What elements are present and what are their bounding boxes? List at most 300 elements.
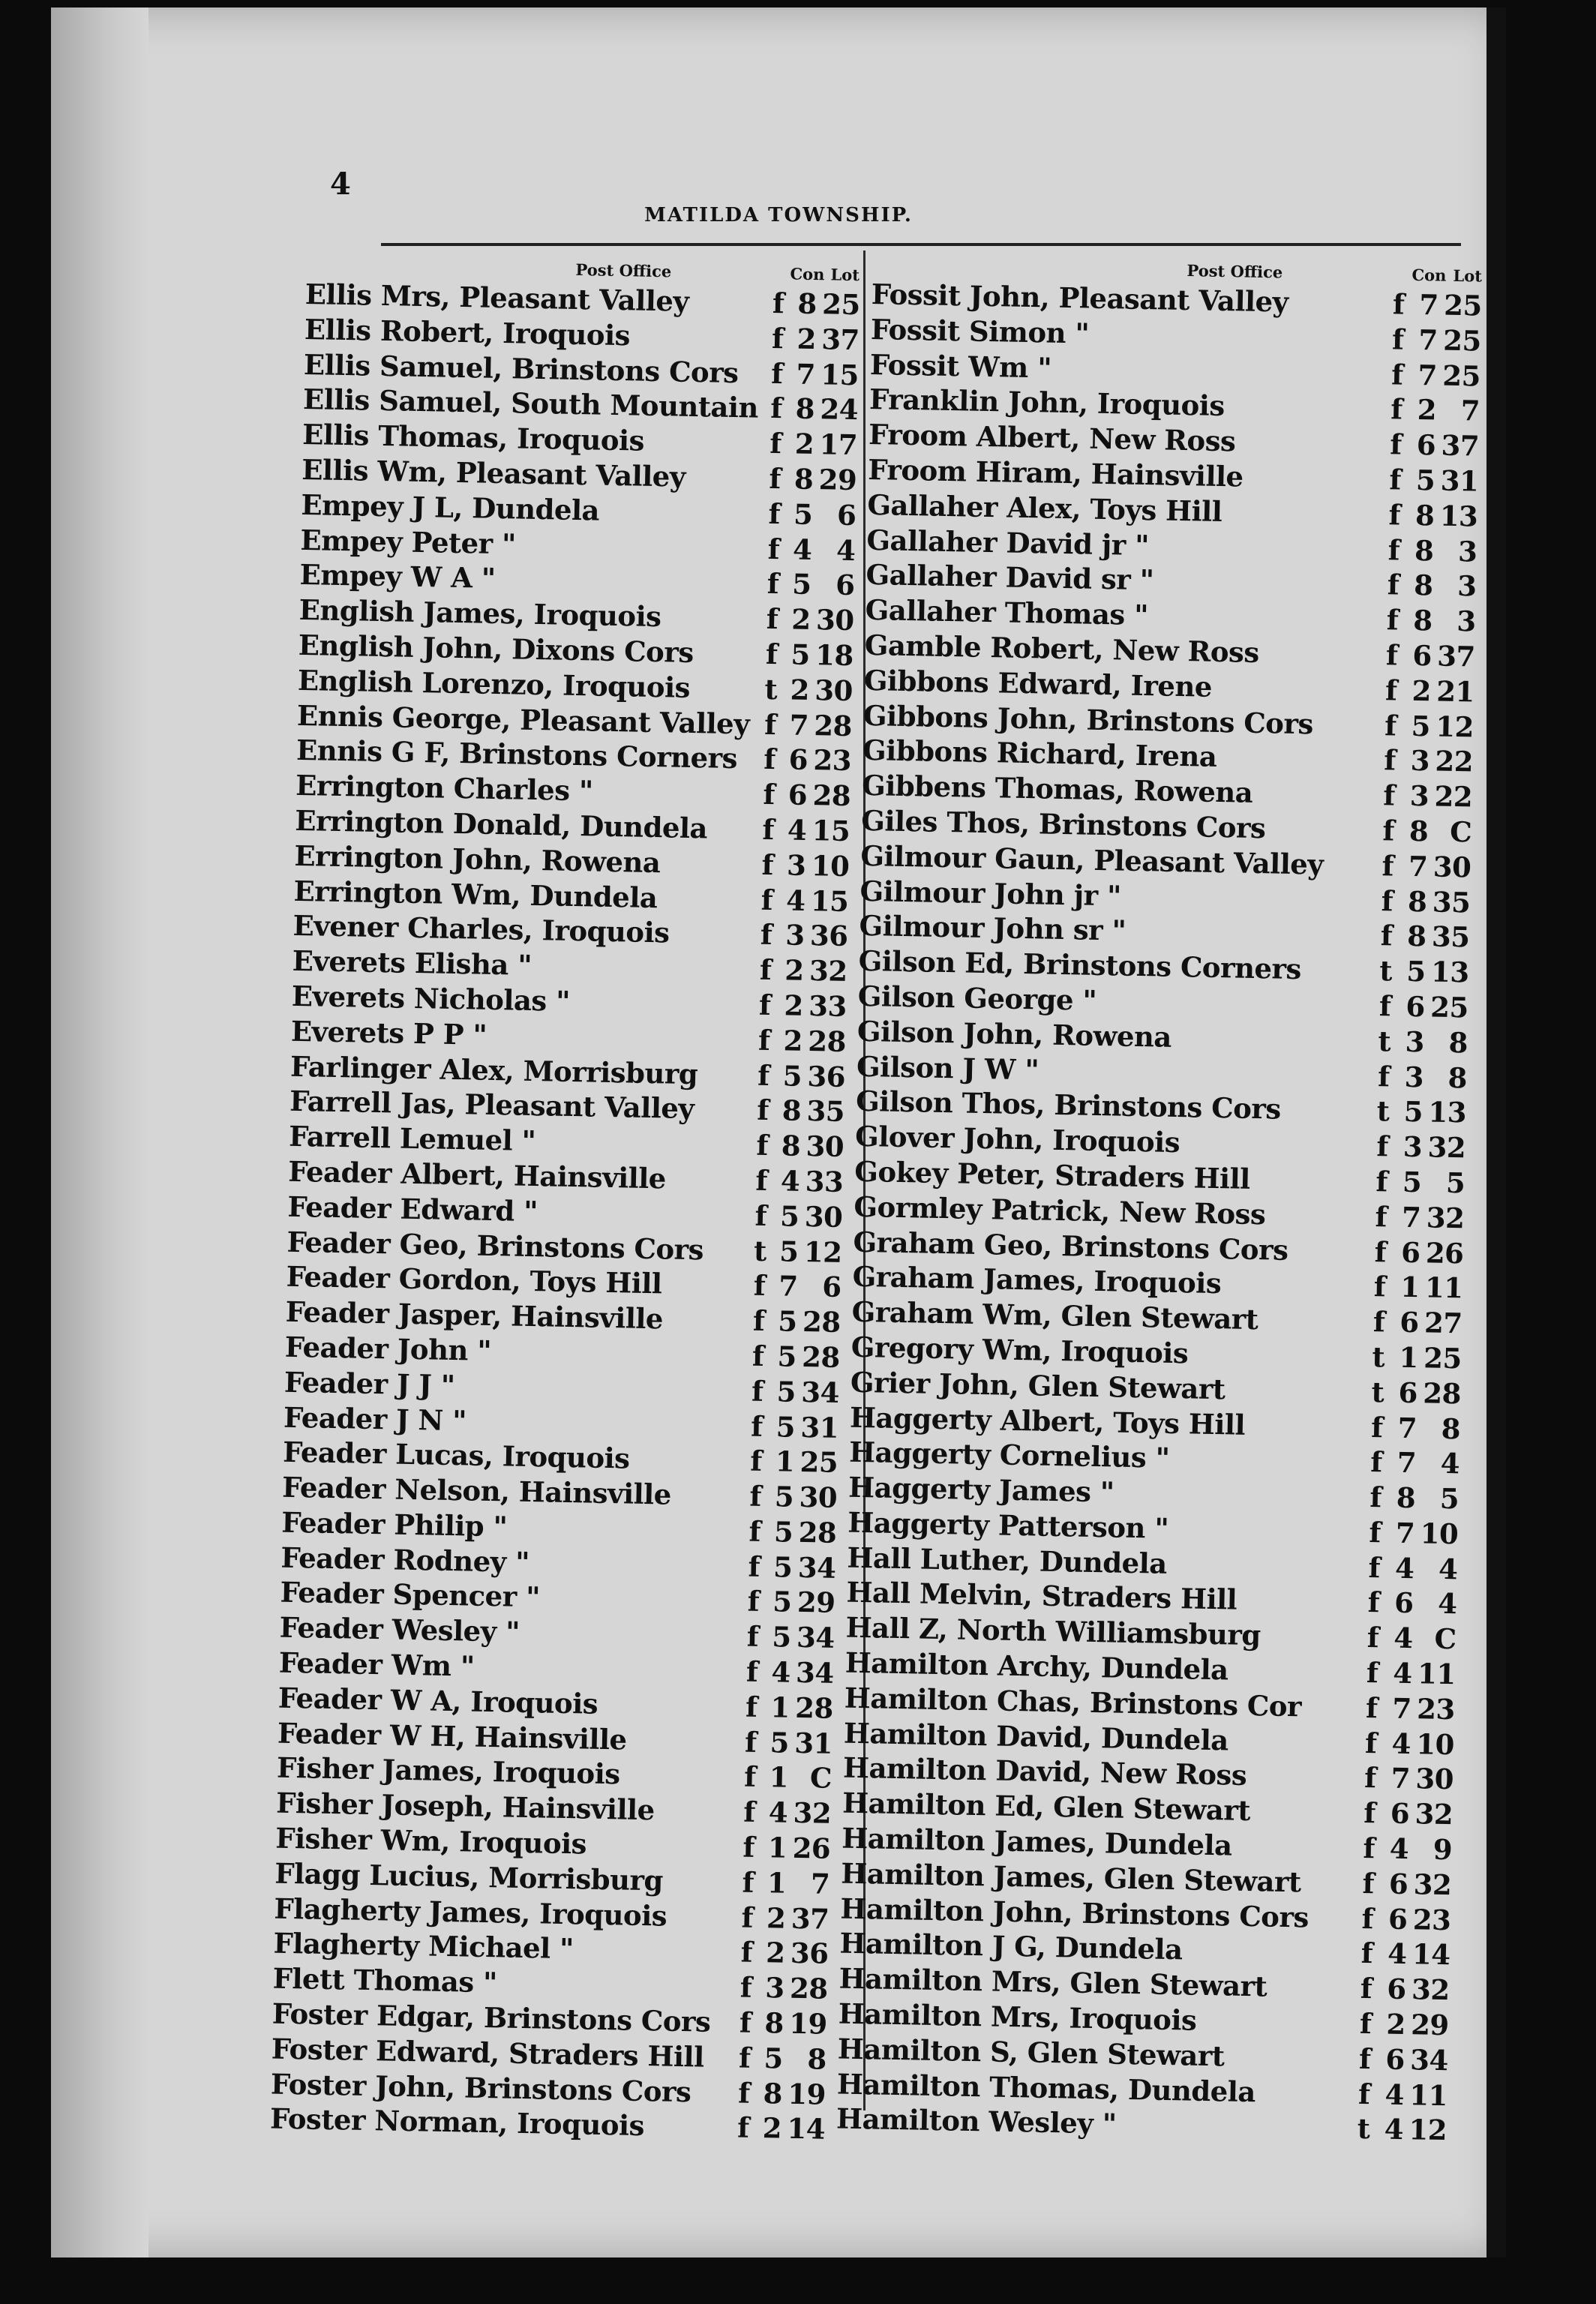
concession-number: 7 [796, 357, 816, 391]
concession-number: 2 [783, 1024, 803, 1058]
concession-number: 2 [766, 1900, 786, 1935]
tenure-code: f [770, 392, 783, 425]
tenure-code: f [758, 988, 771, 1022]
lot-number: 3 [1456, 569, 1477, 603]
lot-number: 7 [1460, 394, 1480, 428]
tenure-code: f [1370, 1410, 1384, 1444]
lot-number: 24 [820, 392, 859, 427]
page-spine-shadow [51, 8, 148, 2258]
tenure-code: f [748, 1514, 761, 1548]
resident-name: Hamilton Thomas, Dundela [836, 2067, 1256, 2108]
lot-number: 6 [835, 568, 855, 602]
tenure-code: f [771, 321, 784, 356]
concession-number: 8 [794, 462, 814, 496]
resident-name: Foster Norman, Iroquois [269, 2102, 645, 2143]
concession-number: 7 [789, 708, 809, 742]
concession-number: 2 [790, 673, 810, 706]
lot-number: 34 [1409, 2043, 1449, 2078]
lot-number: 25 [1430, 990, 1469, 1024]
resident-name: Hamilton John, Brinstons Cors [840, 1892, 1310, 1934]
lot-number: 35 [1432, 885, 1471, 920]
lot-number: 28 [801, 1340, 841, 1374]
lot-number: 37 [790, 1901, 830, 1936]
tenure-code: f [742, 1865, 754, 1899]
tenure-code: f [1386, 603, 1399, 637]
concession-number: 1 [769, 1760, 789, 1795]
resident-name: Gilmour John sr " [859, 909, 1126, 948]
resident-name: Gallaher Thomas " [865, 593, 1149, 632]
tenure-code: f [769, 427, 782, 460]
resident-name: Franklin John, Iroquois [868, 382, 1226, 423]
lot-number: 32 [1411, 1972, 1450, 2007]
lot-number: C [1449, 814, 1472, 849]
lot-number: 21 [1436, 674, 1475, 709]
lot-number: 34 [795, 1655, 835, 1690]
lot-number: 31 [1440, 464, 1479, 498]
lot-number: 13 [1439, 499, 1478, 533]
lot-number: 15 [810, 884, 849, 918]
concession-number: 6 [1406, 989, 1426, 1024]
lot-number: 10 [1415, 1726, 1455, 1761]
concession-number: 8 [1406, 920, 1426, 953]
tenure-code: f [1376, 1165, 1388, 1198]
tenure-code: f [1392, 287, 1405, 321]
concession-number: 6 [788, 742, 808, 777]
resident-name: Feader W A, Iroquois [278, 1681, 598, 1720]
lot-number: 37 [1441, 428, 1480, 463]
lot-number: 36 [807, 1059, 846, 1094]
tenure-code: f [1374, 1234, 1387, 1268]
resident-name: Hamilton Mrs, Iroquois [838, 1996, 1197, 2037]
lot-number: 18 [814, 638, 854, 673]
lot-number: 28 [794, 1690, 834, 1725]
tenure-code: f [1380, 919, 1393, 952]
tenure-code: f [746, 1619, 759, 1654]
lot-number: 31 [800, 1410, 839, 1444]
tenure-code: f [766, 602, 778, 636]
lot-number: 32 [1414, 1797, 1454, 1832]
concession-number: 5 [1403, 1095, 1424, 1129]
concession-number: 4 [1394, 1551, 1414, 1585]
concession-number: 8 [1414, 498, 1435, 532]
lot-number: 14 [1412, 1937, 1450, 1972]
lot-number: 28 [814, 708, 853, 742]
concession-number: 6 [1385, 2042, 1406, 2076]
right-column [836, 249, 1487, 2150]
concession-number: 5 [782, 1058, 802, 1093]
lot-number: 37 [820, 322, 860, 356]
lot-number: 25 [821, 287, 861, 322]
tenure-code: f [1382, 848, 1394, 883]
lot-number: 11 [1417, 1657, 1456, 1691]
concession-number: 4 [785, 884, 806, 917]
lot-number: 7 [810, 1867, 830, 1900]
concession-number: 4 [1391, 1726, 1412, 1760]
tenure-code: t [1357, 2112, 1370, 2146]
tenure-code: f [756, 1094, 770, 1127]
concession-number: 5 [776, 1375, 796, 1408]
tenure-code: f [770, 356, 784, 390]
lot-number: 13 [1430, 955, 1470, 989]
resident-name: Graham Wm, Glen Stewart [851, 1294, 1258, 1336]
lot-number: 34 [797, 1550, 836, 1585]
concession-number: 7 [778, 1269, 798, 1304]
concession-number: 6 [1412, 638, 1432, 673]
tenure-code: f [748, 1550, 760, 1583]
tenure-code: f [1369, 1515, 1382, 1550]
tenure-code: t [1376, 1094, 1390, 1128]
tenure-code: f [1359, 2006, 1372, 2041]
tenure-code: t [1378, 1024, 1391, 1058]
tenure-code: f [1360, 1972, 1372, 2006]
concession-number: 4 [787, 813, 807, 847]
concession-number: 7 [1419, 288, 1439, 322]
concession-number: 1 [767, 1831, 788, 1864]
concession-number: 2 [1386, 2007, 1406, 2042]
resident-name: English James, Iroquois [298, 593, 662, 634]
lot-number: 23 [1412, 1902, 1451, 1936]
right-entries [836, 278, 1486, 2150]
lot-number: 10 [811, 848, 850, 883]
lot-number: 32 [793, 1796, 832, 1831]
tenure-code: f [753, 1269, 766, 1303]
resident-name: Feader Nelson, Hainsville [281, 1470, 672, 1511]
tenure-code: f [1388, 532, 1400, 567]
lot-number: 29 [1410, 2008, 1450, 2042]
resident-name: Gregory Wm, Iroquois [850, 1330, 1189, 1370]
concession-number: 3 [1409, 779, 1430, 813]
resident-name: Feader Albert, Hainsville [287, 1154, 667, 1196]
tenure-code: f [1382, 814, 1395, 848]
resident-name: Everets P P " [290, 1014, 488, 1052]
resident-name: Flagherty James, Iroquois [274, 1892, 668, 1933]
tenure-code: f [1388, 498, 1401, 532]
concession-number: 2 [784, 953, 805, 988]
tenure-code: f [1370, 1445, 1383, 1479]
resident-name: Feader Spencer " [280, 1576, 541, 1614]
resident-name: Hamilton S, Glen Stewart [837, 2032, 1225, 2073]
lot-number: 28 [798, 1515, 837, 1550]
lot-number: 30 [1432, 850, 1472, 884]
resident-name: Feader John " [284, 1330, 492, 1367]
resident-name: Feader J N " [283, 1400, 467, 1437]
con-header: Con [1412, 265, 1447, 285]
lot-number: 3 [1457, 534, 1478, 568]
tenure-code: f [769, 461, 782, 496]
concession-number: 2 [762, 2111, 782, 2146]
concession-number: 8 [1408, 814, 1429, 848]
concession-number: 5 [1402, 1165, 1422, 1199]
lot-number: 34 [800, 1375, 840, 1409]
concession-number: 2 [794, 427, 814, 461]
concession-number: 7 [1418, 322, 1438, 357]
concession-number: 5 [778, 1304, 798, 1338]
header-rule [381, 243, 1461, 246]
resident-name: Foster Edgar, Brinstons Cors [272, 1996, 711, 2038]
tenure-code: f [754, 1198, 767, 1232]
lot-number: 11 [1424, 1270, 1463, 1305]
resident-name: Hall Z, North Williamsburg [845, 1610, 1262, 1652]
tenure-code: f [1364, 1761, 1377, 1795]
concession-number: 7 [1396, 1446, 1417, 1480]
lot-number: 32 [1426, 1201, 1465, 1235]
resident-name: Hamilton J G, Dundela [839, 1927, 1183, 1966]
tenure-code: f [1378, 989, 1391, 1023]
resident-name: Ennis George, Pleasant Valley [296, 698, 750, 741]
concession-number: 2 [1412, 674, 1432, 708]
tenure-code: f [749, 1479, 762, 1514]
resident-name: Feader Philip " [280, 1505, 508, 1544]
tenure-code: f [1383, 778, 1396, 812]
tenure-code: f [762, 812, 775, 847]
resident-name: Hamilton Ed, Glen Stewart [842, 1786, 1251, 1828]
resident-name: Hamilton Wesley " [836, 2102, 1117, 2141]
tenure-code: f [736, 2110, 750, 2145]
resident-name: Haggerty Cornelius " [848, 1436, 1170, 1475]
lot-number: 29 [796, 1586, 836, 1620]
lot-number: 14 [787, 2112, 826, 2146]
tenure-code: f [744, 1725, 758, 1759]
concession-number: 5 [1411, 709, 1431, 742]
resident-name: Fisher Joseph, Hainsville [275, 1786, 656, 1827]
concession-number: 3 [764, 1971, 785, 2005]
lot-number: 8 [1448, 1060, 1468, 1094]
resident-name: Ellis Thomas, Iroquois [302, 418, 645, 458]
tenure-code: f [1381, 884, 1394, 918]
concession-number: 4 [768, 1796, 788, 1829]
concession-number: 4 [780, 1164, 800, 1198]
lot-number: 28 [789, 1972, 829, 2006]
resident-name: Fisher James, Iroquois [276, 1751, 621, 1791]
tenure-code: f [1367, 1586, 1380, 1619]
concession-number: 5 [772, 1585, 792, 1619]
resident-name: Gilson John, Rowena [856, 1014, 1172, 1054]
concession-number: 5 [778, 1234, 799, 1268]
resident-name: English Lorenzo, Iroquois [297, 663, 691, 704]
tenure-code: f [1365, 1690, 1378, 1725]
lot-number: 32 [808, 954, 848, 988]
concession-number: 6 [1388, 1902, 1408, 1936]
resident-name: Froom Hiram, Hainsville [867, 452, 1244, 494]
tenure-code: f [747, 1585, 760, 1618]
resident-name: Feader Rodney " [280, 1540, 530, 1579]
lot-number: 15 [820, 357, 860, 392]
lot-number: 33 [805, 1164, 844, 1198]
concession-number: 4 [792, 532, 812, 566]
resident-name: Feader W H, Hainsville [277, 1716, 627, 1756]
tenure-code: f [765, 637, 778, 671]
tenure-code: f [1373, 1270, 1386, 1304]
tenure-code: f [756, 1128, 769, 1162]
left-entries [270, 278, 860, 2148]
tenure-code: f [740, 1970, 752, 2005]
lot-number: 4 [1440, 1447, 1460, 1480]
tenure-code: f [763, 742, 776, 776]
resident-name: Errington Wm, Dundela [293, 874, 658, 914]
lot-number: 34 [796, 1621, 835, 1655]
concession-number: 8 [795, 392, 815, 426]
resident-name: Flett Thomas " [272, 1961, 498, 2000]
lot-number: 29 [818, 463, 857, 497]
lot-number: 23 [1416, 1692, 1456, 1726]
concession-number: 1 [775, 1444, 795, 1479]
concession-number: 7 [1395, 1516, 1415, 1550]
lot-number: 37 [1436, 639, 1476, 674]
tenure-code: f [739, 2006, 752, 2039]
lot-number: 8 [1448, 1025, 1468, 1060]
resident-name: Gibbons Edward, Irene [863, 663, 1213, 704]
tenure-code: f [757, 1058, 770, 1092]
tenure-code: f [742, 1830, 755, 1864]
resident-name: Glover John, Iroquois [854, 1119, 1180, 1160]
lot-number: 13 [1428, 1095, 1467, 1130]
concession-number: 5 [777, 1340, 797, 1373]
tenure-code: f [1364, 1726, 1378, 1760]
tenure-code: f [772, 286, 784, 320]
resident-name: Haggerty James " [848, 1470, 1115, 1509]
tenure-code: f [1375, 1199, 1388, 1234]
resident-name: Ellis Samuel, Brinstons Cors [303, 347, 739, 389]
tenure-code: f [1385, 638, 1398, 672]
lot-number: 35 [806, 1094, 845, 1129]
resident-name: Gokey Peter, Straders Hill [854, 1154, 1251, 1196]
concession-number: 8 [1413, 568, 1433, 602]
lot-number: 19 [788, 2006, 828, 2041]
resident-name: Farrell Lemuel " [288, 1119, 536, 1158]
tenure-code: f [763, 777, 776, 812]
lot-number: 25 [1442, 358, 1481, 393]
tenure-code: t [764, 672, 778, 706]
resident-name: Gilmour Gaun, Pleasant Valley [860, 838, 1324, 881]
lot-number: 30 [799, 1480, 838, 1514]
tenure-code: f [1390, 392, 1403, 426]
lot-number: C [1434, 1622, 1456, 1656]
concession-number: 5 [791, 567, 812, 602]
concession-number: 4 [771, 1655, 791, 1689]
resident-name: Gilson Ed, Brinstons Corners [858, 944, 1302, 986]
concession-number: 4 [1389, 1832, 1409, 1866]
tenure-code: f [743, 1760, 757, 1794]
concession-number: 5 [1415, 463, 1436, 497]
tenure-code: f [758, 1023, 770, 1057]
concession-number: 6 [1416, 428, 1436, 462]
lot-number: 9 [1432, 1832, 1453, 1867]
concession-number: 3 [1404, 1060, 1424, 1094]
lot-number: 30 [806, 1130, 844, 1164]
resident-name: Hall Luther, Dundela [847, 1540, 1168, 1580]
tenure-code: f [760, 918, 772, 952]
resident-name: Errington Donald, Dundela [294, 803, 708, 845]
resident-name: Graham James, Iroquois [852, 1260, 1222, 1300]
lot-number: 25 [800, 1445, 838, 1480]
resident-name: Gilson Thos, Brinstons Cors [855, 1084, 1282, 1126]
lot-number: 28 [807, 1024, 847, 1058]
resident-name: Hamilton James, Dundela [841, 1821, 1232, 1862]
concession-number: 1 [770, 1690, 790, 1724]
lot-number: 11 [1408, 2078, 1448, 2112]
resident-name: Hamilton Mrs, Glen Stewart [838, 1961, 1268, 2003]
concession-number: 8 [1407, 884, 1427, 918]
lot-number: 4 [836, 533, 856, 567]
concession-number: 4 [1387, 1937, 1407, 1971]
tenure-code: f [768, 496, 781, 530]
tenure-code: f [1383, 743, 1396, 777]
lot-number: 25 [1423, 1341, 1462, 1376]
lot-number: 32 [1427, 1130, 1466, 1165]
resident-name: Evener Charles, Iroquois [292, 909, 670, 950]
resident-name: Gormley Patrick, New Ross [854, 1190, 1266, 1232]
concession-number: 6 [1398, 1376, 1418, 1409]
lot-number: 25 [1443, 288, 1483, 322]
resident-name: Everets Elisha " [292, 944, 532, 982]
lot-number: 5 [1445, 1166, 1466, 1200]
concession-number: 3 [1405, 1024, 1425, 1059]
concession-number: 6 [1386, 1972, 1407, 2006]
lot-number: 31 [794, 1726, 833, 1760]
lot-number: 4 [1437, 1587, 1457, 1621]
tenure-code: f [1363, 1832, 1376, 1865]
lot-number: 3 [1456, 604, 1477, 638]
tenure-code: f [1366, 1656, 1378, 1690]
lot-number: 35 [1431, 920, 1470, 954]
resident-name: Ennis G F, Brinstons Corners [296, 734, 738, 776]
concession-number: 7 [1418, 358, 1438, 392]
tenure-code: f [746, 1654, 758, 1688]
tenure-code: f [1376, 1130, 1389, 1163]
resident-name: Hamilton Chas, Brinstons Cor [844, 1681, 1302, 1724]
concession-number: 5 [793, 497, 813, 531]
tenure-code: f [1372, 1305, 1385, 1339]
lot-number: 22 [1434, 779, 1473, 814]
lot-number: 15 [812, 814, 850, 848]
tenure-code: f [1391, 322, 1404, 356]
resident-name: Gibbons Richard, Irena [862, 734, 1217, 774]
tenure-code: f [740, 1936, 753, 1970]
concession-number: 5 [770, 1725, 790, 1760]
resident-name: Gamble Robert, New Ross [864, 628, 1260, 669]
lot-number: 8 [1441, 1412, 1461, 1445]
concession-number: 7 [1408, 849, 1428, 884]
resident-name: Froom Albert, New Ross [868, 418, 1236, 458]
concession-number: 6 [1390, 1796, 1410, 1831]
tenure-code: f [752, 1339, 764, 1372]
page-edge-bar [1486, 8, 1506, 2258]
lot-number: 17 [819, 428, 858, 462]
resident-name: Feader Wm " [278, 1646, 476, 1683]
tenure-code: f [1368, 1550, 1381, 1585]
lot-number: 30 [1415, 1762, 1454, 1796]
concession-number: 8 [781, 1129, 801, 1162]
concession-number: 5 [772, 1550, 793, 1584]
lot-number: 12 [1408, 2113, 1448, 2147]
tenure-code: t [1371, 1375, 1384, 1409]
resident-name: Gallaher David sr " [866, 558, 1154, 597]
resident-name: Errington John, Rowena [294, 838, 661, 879]
lot-number: 30 [814, 673, 854, 707]
resident-name: Giles Thos, Brinstons Cors [860, 803, 1266, 845]
tenure-code: f [1389, 428, 1402, 461]
lot-number: 28 [802, 1305, 842, 1340]
lot-number: 6 [821, 1270, 842, 1304]
tenure-code: f [745, 1690, 758, 1724]
resident-name: Hamilton Archy, Dundela [844, 1646, 1229, 1687]
lot-number: 22 [1435, 744, 1474, 778]
resident-name: Ellis Mrs, Pleasant Valley [304, 277, 689, 318]
lot-number: 10 [1420, 1516, 1459, 1551]
concession-number: 2 [796, 322, 817, 356]
concession-number: 5 [790, 638, 811, 671]
concession-number: 3 [1410, 744, 1430, 778]
